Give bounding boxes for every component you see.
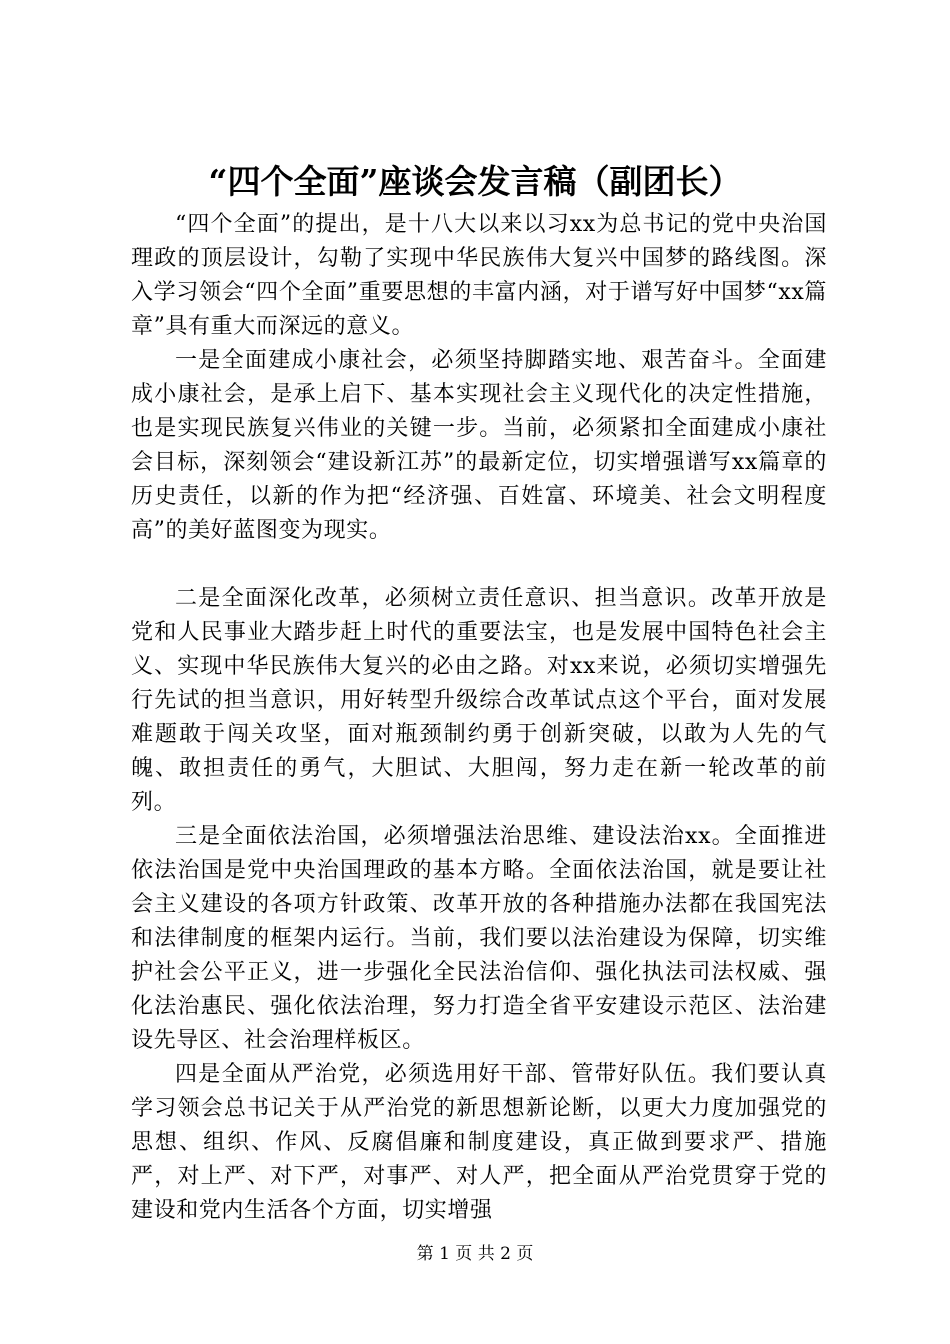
paragraph-point-one: 一是全面建成小康社会，必须坚持脚踏实地、艰苦奋斗。全面建成小康社会，是承上启下、基本实现社会主义现代化的决定性措施，也是实现民族复兴伟业的关键一步。当前，必须紧扣全面建成小康社会目标，深刻领会“建设新江苏”的最新定位，切实增强谱写xx篇章的历史责任，以新的作为把“经济强、百姓富、环境美、社会文明程度高”的美好蓝图变为现实。: [131, 348, 827, 543]
document-title: “四个全面”座谈会发言稿（副团长）: [208, 162, 742, 201]
document-body: [131, 208, 827, 1228]
paragraph-point-four: 四是全面从严治党，必须选用好干部、管带好队伍。我们要认真学习领会总书记关于从严治党的新思想新论断，以更大力度加强党的思想、组织、作风、反腐倡廉和制度建设，真正做到要求严、措施严，对上严、对下严，对事严、对人严，把全面从严治党贯穿于党的建设和党内生活各个方面，切实增强: [131, 1062, 827, 1223]
paragraph-intro: “四个全面”的提出，是十八大以来以习xx为总书记的党中央治国理政的顶层设计，勾勒了实现中华民族伟大复兴中国梦的路线图。深入学习领会“四个全面”重要思想的丰富内涵，对于谱写好中国梦“xx篇章”具有重大而深远的意义。: [131, 212, 827, 339]
paragraph-point-two: 二是全面深化改革，必须树立责任意识、担当意识。改革开放是党和人民事业大踏步赶上时代的重要法宝，也是发展中国特色社会主义、实现中华民族伟大复兴的必由之路。对xx来说，必须切实增强先行先试的担当意识，用好转型升级综合改革试点这个平台，面对发展难题敢于闯关攻坚，面对瓶颈制约勇于创新突破，以敢为人先的气魄、敢担责任的勇气，大胆试、大胆闯，努力走在新一轮改革的前列。: [131, 586, 827, 815]
page-number-footer: 第 1 页 共 2 页: [416, 1244, 534, 1264]
paragraph-point-three: 三是全面依法治国，必须增强法治思维、建设法治xx。全面推进依法治国是党中央治国理政的基本方略。全面依法治国，就是要让社会主义建设的各项方针政策、改革开放的各种措施办法都在我国宪法和法律制度的框架内运行。当前，我们要以法治建设为保障，切实维护社会公平正义，进一步强化全民法治信仰、强化执法司法权威、强化法治惠民、强化依法治理，努力打造全省平安建设示范区、法治建设先导区、社会治理样板区。: [131, 824, 827, 1053]
